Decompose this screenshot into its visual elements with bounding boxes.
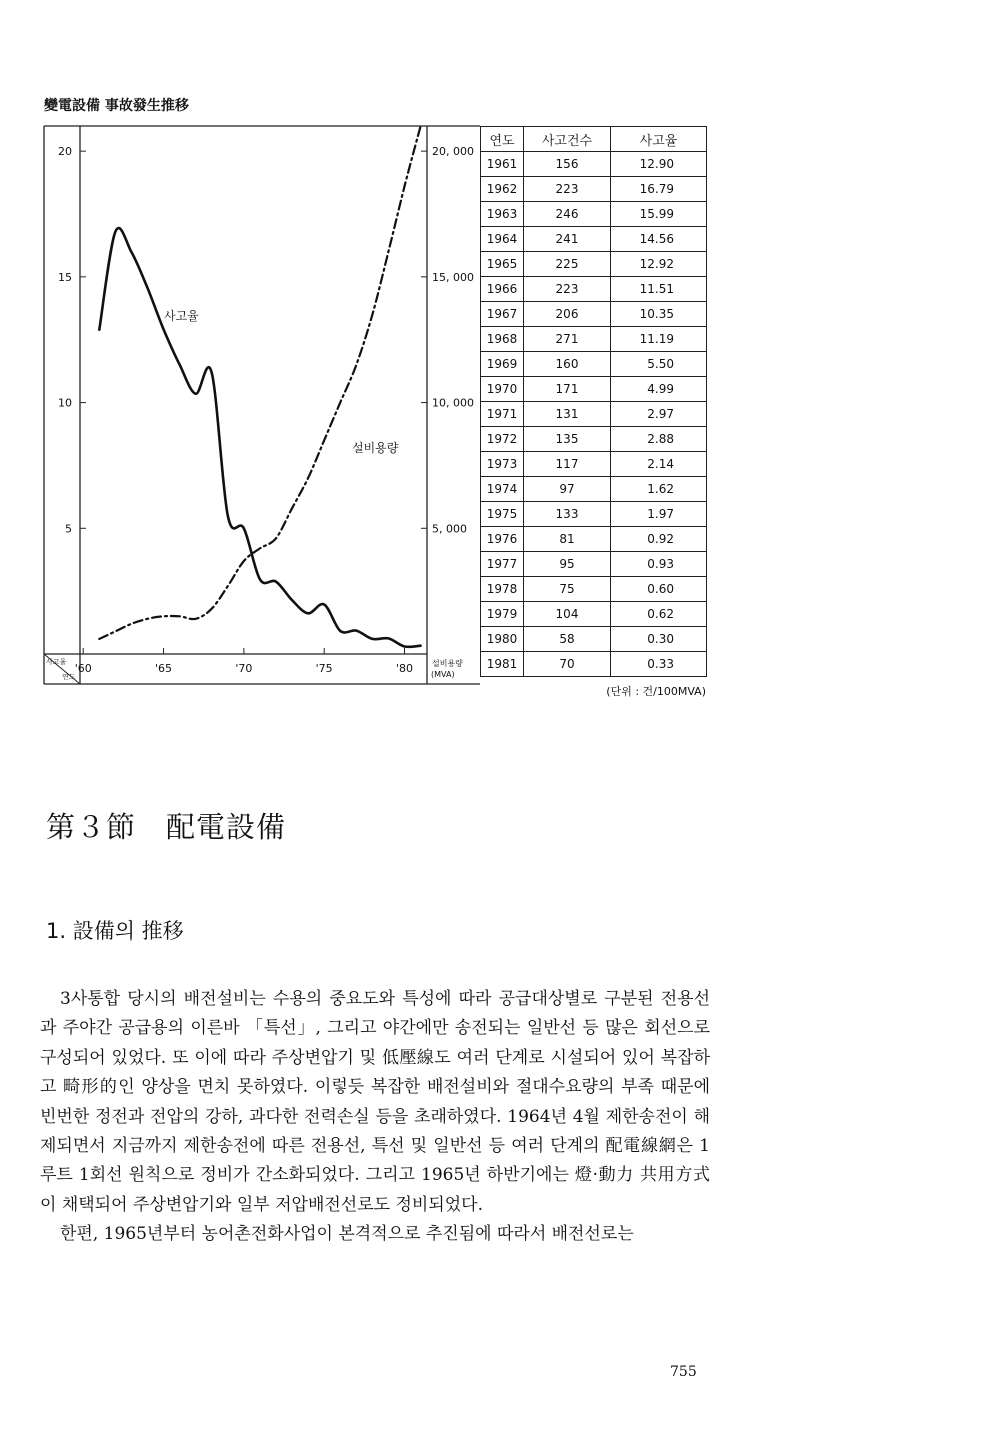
right-tick-label: 10, 000 <box>432 396 474 410</box>
figure-title: 變電設備 事故發生推移 <box>44 98 189 114</box>
left-tick-label: 20 <box>58 145 72 159</box>
cell-rate: 10.35 <box>611 302 707 327</box>
header-year: 연도 <box>481 127 524 152</box>
corner-label-bottom: 연도 <box>62 673 76 681</box>
cell-rate: 11.19 <box>611 327 707 352</box>
table-row <box>481 177 707 202</box>
table-row <box>481 577 707 602</box>
right-tick-label: 15, 000 <box>432 270 474 284</box>
header-count: 사고건수 <box>524 127 611 152</box>
cell-rate: 0.62 <box>611 602 707 627</box>
cell-year: 1974 <box>481 477 524 502</box>
cell-year: 1978 <box>481 577 524 602</box>
right-axis-unit: (MVA) <box>431 670 455 679</box>
cell-year: 1979 <box>481 602 524 627</box>
cell-count: 95 <box>524 552 611 577</box>
paragraph: 한편, 1965년부터 농어촌전화사업이 본격적으로 추진됨에 따라서 배전선로는 <box>60 1224 634 1245</box>
table-row <box>481 152 707 177</box>
cell-year: 1980 <box>481 627 524 652</box>
cell-year: 1970 <box>481 377 524 402</box>
cell-count: 135 <box>524 427 611 452</box>
cell-year: 1965 <box>481 252 524 277</box>
x-tick-label: '70 <box>235 662 253 675</box>
cell-count: 156 <box>524 152 611 177</box>
chart-series <box>99 126 420 647</box>
cell-year: 1977 <box>481 552 524 577</box>
cell-year: 1962 <box>481 177 524 202</box>
cell-rate: 2.97 <box>611 402 707 427</box>
cell-year: 1964 <box>481 227 524 252</box>
cell-count: 97 <box>524 477 611 502</box>
corner-label-top: 사고율 <box>46 658 67 666</box>
cell-count: 225 <box>524 252 611 277</box>
cell-count: 241 <box>524 227 611 252</box>
x-tick-label: '80 <box>395 662 414 675</box>
cell-rate: 2.88 <box>611 427 707 452</box>
paragraph: 3사통합 당시의 배전설비는 수용의 중요도와 특성에 따라 공급대상별로 구분된 전용선과 주야간 공급용의 이른바 「특선」, 그리고 야간에만 송전되는 일반선 등 많은 회선으로 구성되어 있었다. 또 이에 따라 주상변압기 및 低壓線도 여러 단계로 시설되어 있어 복잡하고 畸形的인 양상을 면치 못하였다. 이렇듯 복잡한 배전설비와 절대수요량의 부족 때문에 빈번한 정전과 전압의 강하, 과다한 전력손실 등을 초래하였다. 1964년 4월 제한송전이 해제되면서 지금까지 제한송전에 따른 전용선, 특선 및 일반선 등 여러 단계의 配電線網은 1루트 1회선 원칙으로 정비가 간소화되었다. 그리고 1965년 하반기에는 燈·動力 共用方式이 채택되어 주상변압기와 일부 저압배전선로도 정비되었다. <box>40 989 710 1215</box>
cell-count: 131 <box>524 402 611 427</box>
table-row <box>481 352 707 377</box>
left-tick-label: 10 <box>58 396 72 410</box>
cell-count: 223 <box>524 177 611 202</box>
table-row <box>481 452 707 477</box>
table-row <box>481 627 707 652</box>
cell-rate: 1.62 <box>611 477 707 502</box>
cell-year: 1966 <box>481 277 524 302</box>
unit-note: (단위 : 건/100MVA) <box>606 685 706 698</box>
cell-count: 58 <box>524 627 611 652</box>
cell-year: 1981 <box>481 652 524 677</box>
table-row <box>481 427 707 452</box>
right-tick-label: 5, 000 <box>432 522 467 536</box>
cell-rate: 0.92 <box>611 527 707 552</box>
page-number: 755 <box>670 1364 697 1380</box>
series-label-capacity: 설비용량 <box>352 441 399 455</box>
table-row <box>481 227 707 252</box>
cell-year: 1968 <box>481 327 524 352</box>
plot-frame <box>44 126 480 684</box>
cell-count: 117 <box>524 452 611 477</box>
table-row <box>481 552 707 577</box>
cell-count: 104 <box>524 602 611 627</box>
table-row <box>481 477 707 502</box>
cell-rate: 0.30 <box>611 627 707 652</box>
cell-year: 1973 <box>481 452 524 477</box>
table-row <box>481 402 707 427</box>
cell-count: 223 <box>524 277 611 302</box>
header-rate: 사고율 <box>611 127 707 152</box>
cell-rate: 14.56 <box>611 227 707 252</box>
cell-count: 271 <box>524 327 611 352</box>
cell-count: 160 <box>524 352 611 377</box>
cell-rate: 0.93 <box>611 552 707 577</box>
table-row <box>481 652 707 677</box>
cell-count: 133 <box>524 502 611 527</box>
cell-count: 75 <box>524 577 611 602</box>
x-tick-label: '60 <box>74 662 92 675</box>
table-header-row <box>481 127 707 152</box>
cell-rate: 0.60 <box>611 577 707 602</box>
cell-year: 1961 <box>481 152 524 177</box>
cell-year: 1971 <box>481 402 524 427</box>
x-tick-label: '65 <box>155 662 173 675</box>
x-tick-label: '75 <box>315 662 333 675</box>
table-row <box>481 502 707 527</box>
cell-year: 1976 <box>481 527 524 552</box>
table-row <box>481 252 707 277</box>
cell-rate: 1.97 <box>611 502 707 527</box>
accident-data-table <box>480 126 707 677</box>
cell-rate: 4.99 <box>611 377 707 402</box>
table-row <box>481 377 707 402</box>
cell-year: 1969 <box>481 352 524 377</box>
cell-rate: 15.99 <box>611 202 707 227</box>
table-row <box>481 277 707 302</box>
cell-rate: 11.51 <box>611 277 707 302</box>
cell-rate: 12.90 <box>611 152 707 177</box>
cell-year: 1967 <box>481 302 524 327</box>
subsection-title: 1. 設備의 推移 <box>46 919 184 943</box>
cell-rate: 16.79 <box>611 177 707 202</box>
table-row <box>481 302 707 327</box>
right-tick-label: 20, 000 <box>432 145 474 159</box>
table-row <box>481 327 707 352</box>
cell-count: 171 <box>524 377 611 402</box>
section-title: 第３節 配電設備 <box>46 810 287 844</box>
table-row <box>481 202 707 227</box>
body-text <box>40 985 710 1250</box>
cell-rate: 0.33 <box>611 652 707 677</box>
cell-year: 1975 <box>481 502 524 527</box>
table-row <box>481 527 707 552</box>
series-label-rate: 사고율 <box>164 309 199 323</box>
cell-year: 1972 <box>481 427 524 452</box>
cell-rate: 2.14 <box>611 452 707 477</box>
cell-count: 70 <box>524 652 611 677</box>
axis-ticks <box>58 145 474 675</box>
table-row <box>481 602 707 627</box>
left-tick-label: 5 <box>65 522 72 536</box>
cell-count: 206 <box>524 302 611 327</box>
cell-year: 1963 <box>481 202 524 227</box>
left-tick-label: 15 <box>58 270 72 284</box>
accident-rate-line <box>99 228 420 647</box>
cell-count: 81 <box>524 527 611 552</box>
cell-count: 246 <box>524 202 611 227</box>
cell-rate: 12.92 <box>611 252 707 277</box>
right-axis-label: 설비용량 <box>432 659 463 668</box>
capacity-line <box>99 126 420 639</box>
cell-rate: 5.50 <box>611 352 707 377</box>
